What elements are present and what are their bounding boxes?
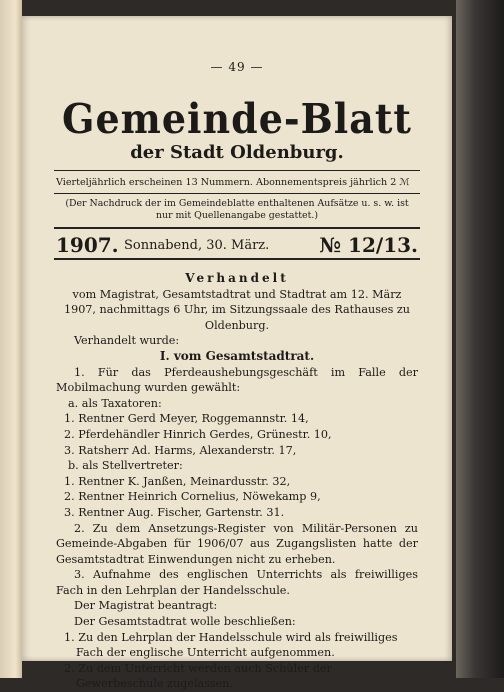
paragraph: Verhandelt wurde: bbox=[74, 334, 180, 348]
divider bbox=[54, 170, 420, 171]
book-spine bbox=[0, 0, 22, 678]
paragraph: 2. Zu dem Ansetzungs-Register von Militär-Personen zu Gemeinde-Abgaben für 1906/07 aus Zugangslisten hatte der Gesamtstadtrat Einwendungen nicht zu erheben. bbox=[56, 521, 418, 566]
reprint-note: (Der Nachdruck der im Gemeindeblatte enthaltenen Aufsätze u. s. w. ist nur mit Quellenangabe gestattet.) bbox=[65, 198, 409, 221]
issue-number: № 12/13. bbox=[319, 233, 418, 257]
list-label: a. als Taxatoren: bbox=[68, 396, 162, 410]
document-page bbox=[22, 16, 452, 691]
article-intro: vom Magistrat, Gesamtstadtrat und Stadtrat am 12. März 1907, nachmittags 6 Uhr, im Sitzungssaale des Rathauses zu Oldenburg. bbox=[63, 287, 411, 332]
divider bbox=[54, 258, 420, 260]
list-label: b. als Stellvertreter: bbox=[68, 459, 183, 473]
list-item: 3. Ratsherr Ad. Harms, Alexanderstr. 17, bbox=[64, 443, 297, 457]
list-item: 1. Rentner K. Janßen, Meinardusstr. 32, bbox=[64, 474, 291, 488]
section-heading: I. vom Gesamtstadtrat. bbox=[159, 348, 315, 363]
page-number: — 49 — bbox=[210, 60, 264, 74]
list-item: 1. Rentner Gerd Meyer, Roggemannstr. 14, bbox=[64, 412, 309, 426]
subscription-info: Vierteljährlich erscheinen 13 Nummern. Abonnementspreis jährlich 2 ℳ bbox=[56, 177, 410, 188]
list-item: 2. Rentner Heinrich Cornelius, Nöwekamp 9, bbox=[64, 490, 321, 504]
masthead-title: Gemeinde-Blatt bbox=[62, 94, 412, 143]
list-item: 2. Zu dem Unterricht werden auch Schüler der Gewerbeschule zugelassen. bbox=[64, 661, 332, 691]
list-item: 2. Pferdehändler Hinrich Gerdes, Grünestr. 10, bbox=[64, 427, 332, 441]
list-item: 1. Zu den Lehrplan der Handelsschule wird als freiwilliges Fach der englische Unterricht aufgenommen. bbox=[64, 630, 398, 660]
article-body bbox=[56, 271, 418, 692]
paragraph: Der Gesamtstadtrat wolle beschließen: bbox=[74, 615, 296, 629]
paragraph: Der Magistrat beantragt: bbox=[74, 599, 218, 613]
divider bbox=[54, 193, 420, 194]
issue-date: Sonnabend, 30. März. bbox=[124, 238, 270, 253]
issue-year: 1907. bbox=[56, 233, 119, 257]
list-item: 3. Rentner Aug. Fischer, Gartenstr. 31. bbox=[64, 505, 285, 519]
divider bbox=[54, 227, 420, 229]
book-cover-edge bbox=[456, 0, 504, 678]
masthead-subtitle: der Stadt Oldenburg. bbox=[130, 142, 344, 163]
paragraph: 1. Für das Pferdeaushebungsgeschäft im Falle der Mobilmachung wurden gewählt: bbox=[56, 365, 418, 395]
issue-row bbox=[56, 233, 418, 257]
paragraph: 3. Aufnahme des englischen Unterrichts als freiwilliges Fach in den Lehrplan der Handelsschule. bbox=[56, 568, 418, 597]
article-heading: Verhandelt bbox=[185, 271, 289, 285]
